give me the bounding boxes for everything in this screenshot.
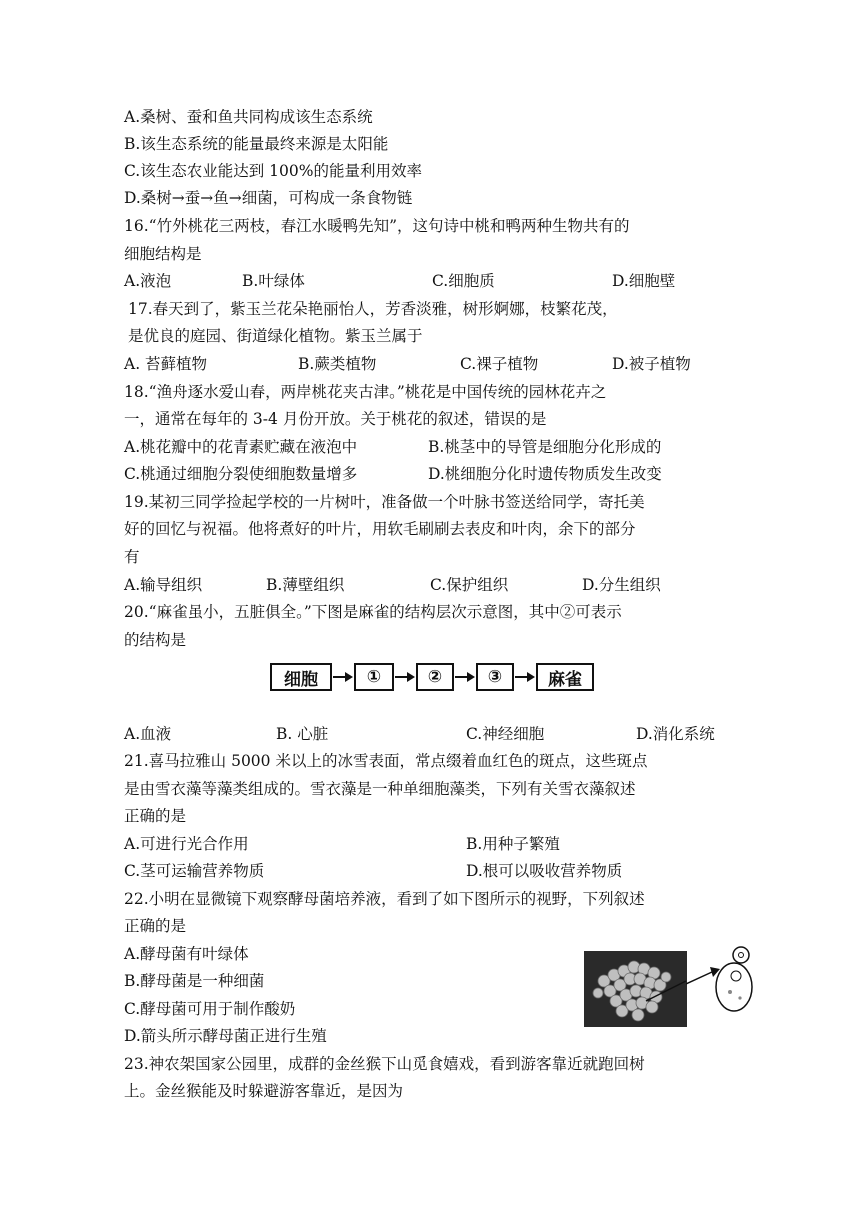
q15-option-b: B.该生态系统的能量最终来源是太阳能 [124,135,389,153]
q17-stem-line2: 是优良的庭园、街道绿化植物。紫玉兰属于 [128,327,423,345]
q16-option-c: C.细胞质 [432,272,495,290]
q18-option-b: B.桃茎中的导管是细胞分化形成的 [428,438,662,456]
q23-stem-line1: 23.神农架国家公园里，成群的金丝猴下山觅食嬉戏，看到游客靠近就跑回树 [124,1055,645,1073]
q20-option-a: A.血液 [124,725,172,743]
q16-stem-line1: 16.“竹外桃花三两枝，春江水暖鸭先知”，这句诗中桃和鸭两种生物共有的 [124,217,630,235]
q16-stem-line2: 细胞结构是 [124,245,202,263]
q17-stem-line1: 17.春天到了，紫玉兰花朵艳丽怡人，芳香淡雅，树形婀娜，枝繁花茂， [128,300,618,318]
structure-level-diagram [268,655,598,699]
q18-stem-line2: 一，通常在每年的 3-4 月份开放。关于桃花的叙述，错误的是 [124,410,547,428]
q16-option-d: D.细胞壁 [612,272,676,290]
q16-option-b: B.叶绿体 [242,272,305,290]
diagram-box-1: ① [354,663,394,691]
q20-option-b: B. 心脏 [276,725,329,743]
q19-stem-line2: 好的回忆与祝福。他将煮好的叶片，用软毛刷刷去表皮和叶肉，余下的部分 [124,520,636,538]
q21-stem-line3: 正确的是 [124,807,187,825]
q19-option-a: A.输导组织 [124,576,203,594]
q19-option-c: C.保护组织 [430,576,509,594]
q22-stem-line2: 正确的是 [124,917,187,935]
arrow-right-icon [394,669,416,685]
budding-yeast-cell-figure [686,940,756,1026]
arrow-right-icon [454,669,476,685]
q22-stem-line1: 22.小明在显微镜下观察酵母菌培养液，看到了如下图所示的视野，下列叙述 [124,890,645,908]
q15-option-d: D.桑树→蚕→鱼→细菌，可构成一条食物链 [124,189,413,207]
q21-option-d: D.根可以吸收营养物质 [466,862,623,880]
diagram-box-3: ③ [476,663,514,691]
q15-option-a: A.桑树、蚕和鱼共同构成该生态系统 [124,108,373,126]
diagram-box-2: ② [416,663,454,691]
q17-option-c: C.裸子植物 [460,355,539,373]
q18-option-a: A.桃花瓣中的花青素贮藏在液泡中 [124,438,358,456]
q20-stem-line1: 20.“麻雀虽小，五脏俱全。”下图是麻雀的结构层次示意图，其中②可表示 [124,603,622,621]
q18-option-d: D.桃细胞分化时遗传物质发生改变 [428,465,662,483]
q17-option-d: D.被子植物 [612,355,691,373]
q21-stem-line1: 21.喜马拉雅山 5000 米以上的冰雪表面，常点缀着血红色的斑点，这些斑点 [124,752,648,770]
q19-option-b: B.薄壁组织 [266,576,345,594]
q20-option-d: D.消化系统 [636,725,715,743]
q21-stem-line2: 是由雪衣藻等藻类组成的。雪衣藻是一种单细胞藻类，下列有关雪衣藻叙述 [124,780,636,798]
q18-option-c: C.桃通过细胞分裂使细胞数量增多 [124,465,358,483]
diagram-box-sparrow: 麻雀 [536,663,594,691]
q22-option-d: D.箭头所示酵母菌正进行生殖 [124,1027,327,1045]
q15-option-c: C.该生态农业能达到 100%的能量利用效率 [124,162,422,180]
q16-option-a: A.液泡 [124,272,172,290]
arrow-right-icon [332,669,354,685]
q19-option-d: D.分生组织 [582,576,661,594]
q19-stem-line1: 19.某初三同学捡起学校的一片树叶，准备做一个叶脉书签送给同学，寄托美 [124,493,645,511]
q22-option-b: B.酵母菌是一种细菌 [124,972,265,990]
q17-option-a: A. 苔藓植物 [124,355,208,373]
diagram-box-cell: 细胞 [270,663,332,691]
q22-option-a: A.酵母菌有叶绿体 [124,945,249,963]
q17-option-b: B.蕨类植物 [298,355,377,373]
q23-stem-line2: 上。金丝猴能及时躲避游客靠近，是因为 [124,1082,404,1100]
q21-option-b: B.用种子繁殖 [466,835,560,853]
q20-option-c: C.神经细胞 [466,725,545,743]
q21-option-c: C.茎可运输营养物质 [124,862,265,880]
q20-stem-line2: 的结构是 [124,631,187,649]
q18-stem-line1: 18.“渔舟逐水爱山春，两岸桃花夹古津。”桃花是中国传统的园林花卉之 [124,383,607,401]
yeast-microscope-image [584,951,687,1027]
q19-stem-line3: 有 [124,548,140,566]
q22-option-c: C.酵母菌可用于制作酸奶 [124,1000,296,1018]
arrow-right-icon [514,669,536,685]
q21-option-a: A.可进行光合作用 [124,835,249,853]
